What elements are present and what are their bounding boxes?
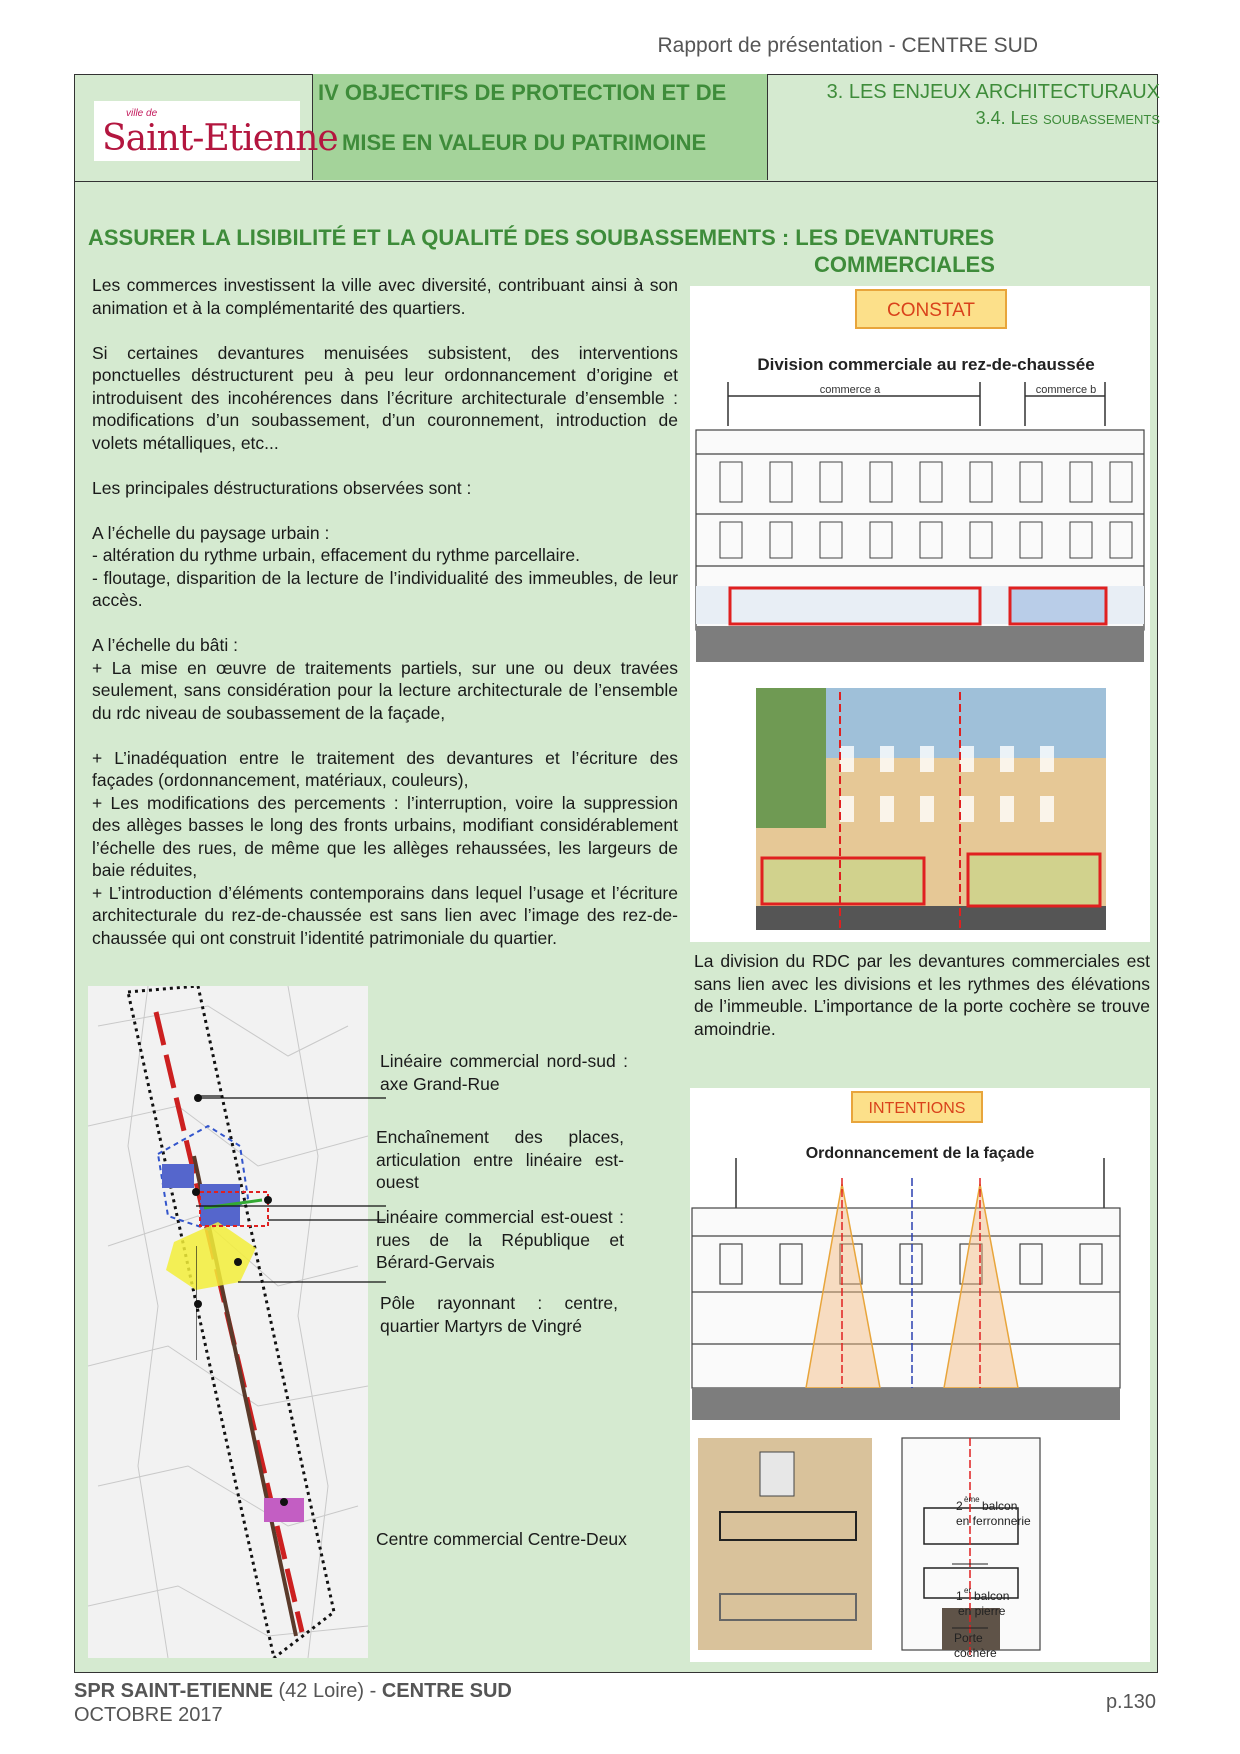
street-ground	[692, 1388, 1120, 1420]
page-title	[88, 224, 1088, 278]
map-leader-lines	[196, 1060, 388, 1540]
list-item: - floutage, disparition de la lecture de l’individualité des immeubles, de leur accès.	[92, 567, 678, 610]
facade-sketch	[692, 1208, 1120, 1388]
map-label-nord-sud: Linéaire commercial nord-sud : axe Grand-Rue	[380, 1051, 628, 1094]
footer-date: OCTOBRE 2017	[74, 1704, 223, 1726]
footer-project-bold: SPR SAINT-ETIENNE	[74, 1680, 273, 1702]
commerce-a-label: commerce a	[819, 384, 881, 396]
list-item: + Les modifications des percements : l’interruption, voire la suppression des allèges basses le long des fronts urbains, modifiant considérablement l’échelle des rues, de même que les allèges rehaussées, les largeurs de baie réduites,	[92, 792, 678, 880]
map-label-places: Enchaînement des places, articulation entre linéaire est-ouest	[376, 1127, 624, 1192]
intentions-figure	[690, 1088, 1150, 1662]
intentions-diagram-title: Ordonnancement de la façade	[805, 1145, 1035, 1162]
porte-label-b: cochère	[954, 1646, 997, 1660]
subsection-title: 3.4. Les soubassements	[975, 108, 1160, 128]
footer-project-mid: (42 Loire) -	[272, 1680, 382, 1702]
paragraph: A l’échelle du bâti :	[92, 635, 238, 655]
balcon2-label-b: en ferronnerie	[956, 1514, 1031, 1528]
porte-label-a: Porte	[954, 1631, 983, 1645]
balcon2-label-a: balcon	[982, 1499, 1018, 1513]
page-number: p.130	[1105, 1691, 1156, 1713]
list-item: + La mise en œuvre de traitements partiels, sur une ou deux travées seulement, sans considération pour la lecture architecturale de l’ensemble du rdc niveau de soubassement de la façade,	[92, 657, 678, 723]
logo-main-text: Saint-Etienne	[102, 118, 338, 159]
shopfront-highlight-b	[968, 854, 1100, 906]
intentions-label: INTENTIONS	[868, 1100, 966, 1117]
balcon2-superscript: ème	[964, 1495, 980, 1504]
page-title-line2: COMMERCIALES	[814, 252, 995, 277]
balcon1-number: 1	[956, 1589, 963, 1603]
paragraph: Les commerces investissent la ville avec diversité, contribuant ainsi à son animation et à la complémentarité des quartiers.	[92, 275, 678, 318]
body-text	[92, 274, 678, 949]
chapter-title-line2: MISE EN VALEUR DU PATRIMOINE	[342, 130, 707, 155]
footer-project-end: CENTRE SUD	[381, 1680, 512, 1702]
section-number-title: 3. LES ENJEUX ARCHITECTURAUX	[826, 81, 1160, 103]
street-ground	[696, 626, 1144, 662]
list-item: + L’inadéquation entre le traitement des devantures et l’écriture des façades (ordonnancement, matériaux, couleurs),	[92, 747, 678, 790]
chapter-title-line1: IV OBJECTIFS DE PROTECTION ET DE	[318, 80, 727, 105]
place-block	[162, 1164, 194, 1188]
page-title-line1: ASSURER LA LISIBILITÉ ET LA QUALITÉ DES SOUBASSEMENTS : LES DEVANTURES	[88, 225, 995, 250]
balcon1-label-b: en pierre	[958, 1604, 1006, 1618]
paragraph: Si certaines devantures menuisées subsistent, des interventions ponctuelles déstructurent peu à peu leur ordonnancement d’origine et introduisent des incohérences dans l’écriture architecturale d’ensemble : modifications d’un soubassement, d’un couronnement, introduction de volets métalliques, etc...	[92, 342, 678, 453]
commerce-b-box	[1010, 588, 1106, 624]
commerce-b-label: commerce b	[1035, 384, 1097, 396]
report-title: Rapport de présentation - CENTRE SUD	[657, 34, 1038, 57]
list-item: + L’introduction d’éléments contemporains dans lequel l’usage et l’écriture architecturale du rez-de-chaussée est sans lien avec l’image des rez-de-chaussée qui ont construit l’identité patrimoniale du quartier.	[92, 882, 678, 948]
map-label-pole: Pôle rayonnant : centre, quartier Martyrs de Vingré	[380, 1293, 618, 1336]
balcon2-number: 2	[956, 1499, 963, 1513]
constat-figure	[690, 286, 1150, 942]
paragraph: A l’échelle du paysage urbain :	[92, 522, 330, 543]
constat-caption: La division du RDC par les devantures commerciales est sans lien avec les divisions et les rythmes des élévations de l’immeuble. L’importance de la porte cochère se trouve amoindrie.	[694, 951, 1150, 1039]
list-item: - altération du rythme urbain, effacement du rythme parcellaire.	[92, 545, 580, 565]
footer-project	[74, 1680, 512, 1703]
balcon1-superscript: er	[964, 1586, 972, 1595]
map-label-est-ouest: Linéaire commercial est-ouest : rues de la République et Bérard-Gervais	[376, 1207, 624, 1272]
map-label-centre-deux: Centre commercial Centre-Deux	[376, 1529, 627, 1549]
logo-small-text: ville de	[126, 108, 158, 119]
constat-diagram-title: Division commerciale au rez-de-chaussée	[757, 355, 1095, 374]
constat-label: CONSTAT	[887, 300, 975, 321]
paragraph: Les principales déstructurations observées sont :	[92, 477, 472, 498]
balcon1-label-a: balcon	[974, 1589, 1010, 1603]
shopfront-highlight-a	[762, 858, 924, 904]
